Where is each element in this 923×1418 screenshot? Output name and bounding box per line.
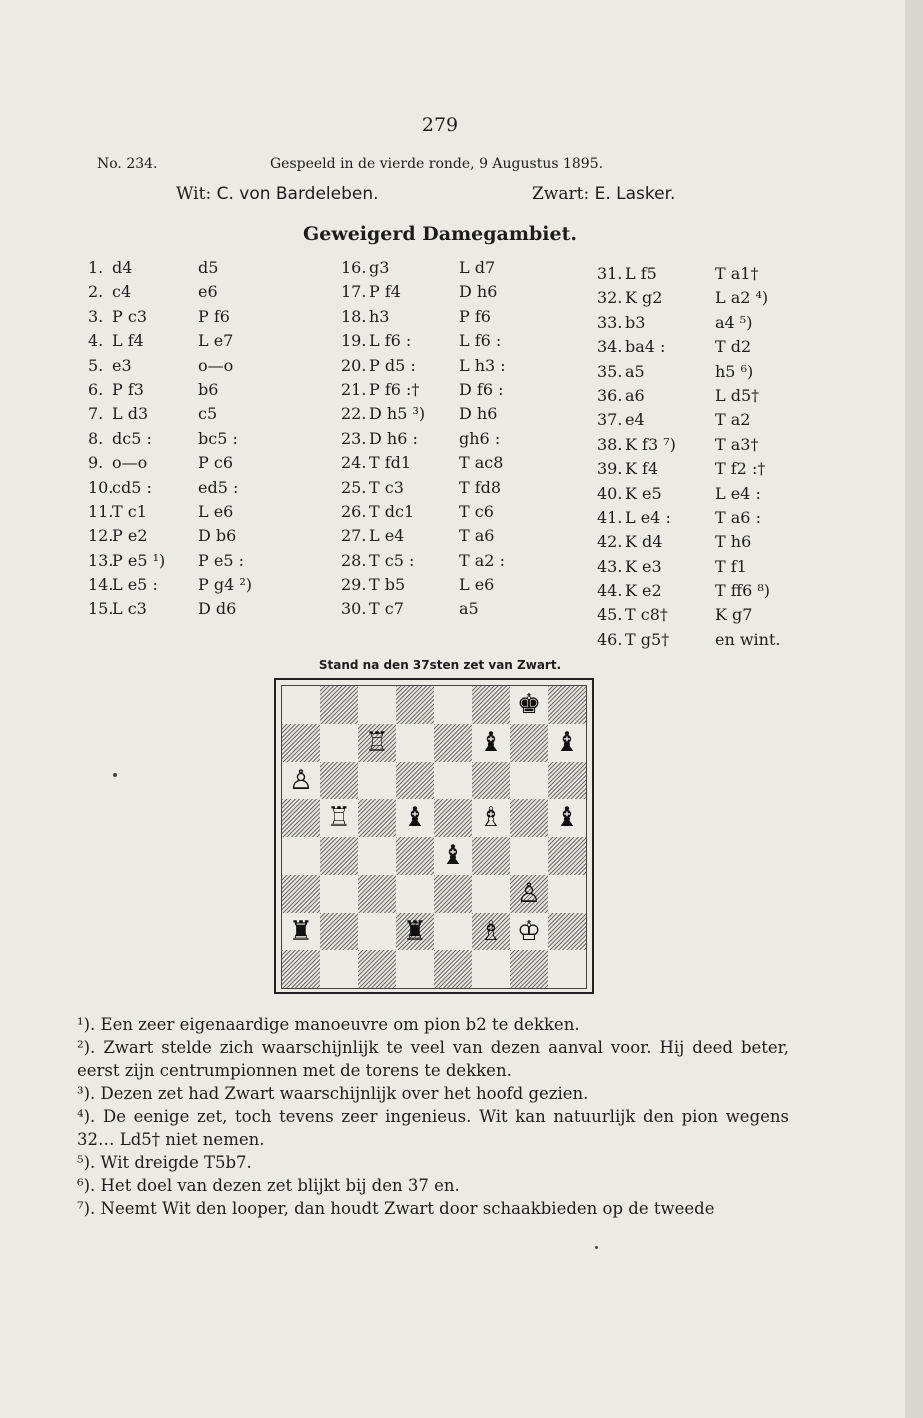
move-number: 30. bbox=[341, 599, 367, 619]
move-number: 38. bbox=[597, 434, 623, 454]
board-square bbox=[320, 837, 358, 875]
move-row bbox=[597, 286, 797, 310]
move-row bbox=[88, 280, 288, 304]
board-square bbox=[320, 762, 358, 800]
white-move: L f4 bbox=[112, 331, 144, 351]
board-square bbox=[358, 686, 396, 724]
board-square bbox=[358, 913, 396, 951]
move-number: 22. bbox=[341, 404, 367, 424]
move-row bbox=[597, 603, 797, 627]
move-number: 26. bbox=[341, 501, 367, 521]
move-number: 11. bbox=[88, 501, 114, 521]
white-move: P e2 bbox=[112, 526, 148, 546]
move-row bbox=[597, 262, 797, 286]
move-row bbox=[88, 573, 288, 597]
move-number: 13. bbox=[88, 550, 114, 570]
white-move: L c3 bbox=[112, 599, 147, 619]
white-move: a5 bbox=[625, 361, 645, 381]
black-move: a5 bbox=[459, 599, 479, 619]
board-square bbox=[472, 950, 510, 988]
board-square bbox=[358, 837, 396, 875]
game-info: Gespeeld in de vierde ronde, 9 Augustus 1895. bbox=[270, 156, 604, 172]
black-move: L h3 : bbox=[459, 355, 506, 375]
page-edge bbox=[905, 0, 923, 1418]
white-move: T c1 bbox=[112, 501, 147, 521]
white-move: P d5 : bbox=[369, 355, 416, 375]
move-row bbox=[341, 402, 541, 426]
ink-speck bbox=[595, 1246, 598, 1249]
move-number: 3. bbox=[88, 306, 104, 326]
black-move: T a3† bbox=[715, 434, 759, 454]
board-square bbox=[282, 686, 320, 724]
move-number: 36. bbox=[597, 385, 623, 405]
black-move: T a2 : bbox=[459, 550, 505, 570]
move-row bbox=[341, 476, 541, 500]
move-number: 2. bbox=[88, 282, 104, 302]
move-row bbox=[88, 256, 288, 280]
black-rook-icon: ♜ bbox=[402, 915, 428, 947]
move-number: 37. bbox=[597, 410, 623, 430]
black-name: E. Lasker. bbox=[594, 184, 676, 204]
diagram-title: Stand na den 37sten zet van Zwart. bbox=[318, 658, 562, 672]
chess-diagram bbox=[281, 685, 587, 989]
black-move: L d5† bbox=[715, 385, 760, 405]
moves-column-1 bbox=[88, 256, 288, 622]
move-number: 45. bbox=[597, 605, 623, 625]
board-square bbox=[358, 875, 396, 913]
move-row bbox=[341, 549, 541, 573]
black-move: L e6 bbox=[459, 575, 495, 595]
footnote: ²). Zwart stelde zich waarschijnlijk te veel van dezen aanval voor. Hij deed beter, eerst zijn centrumpionnen met de torens te dekken. bbox=[77, 1038, 789, 1080]
white-move: o—o bbox=[112, 453, 148, 473]
white-move: D h6 : bbox=[369, 428, 418, 448]
board-square bbox=[358, 799, 396, 837]
board-square bbox=[358, 762, 396, 800]
move-row bbox=[88, 354, 288, 378]
white-move: g3 bbox=[369, 258, 390, 277]
black-move: T ff6 ⁸) bbox=[715, 581, 771, 601]
white-move: D h5 ³) bbox=[369, 404, 426, 424]
board-square bbox=[320, 875, 358, 913]
board-square bbox=[510, 799, 548, 837]
move-number: 41. bbox=[597, 507, 623, 527]
white-move: L e4 : bbox=[625, 507, 671, 527]
board-square bbox=[396, 724, 434, 762]
moves-column-3 bbox=[597, 262, 797, 652]
white-move: P f3 bbox=[112, 379, 144, 399]
white-move: T c3 bbox=[369, 477, 404, 497]
board-square bbox=[434, 724, 472, 762]
white-move: ba4 : bbox=[625, 337, 666, 357]
white-move: a6 bbox=[625, 385, 645, 405]
board-square bbox=[548, 913, 586, 951]
move-row bbox=[88, 451, 288, 475]
footnote: ⁷). Neemt Wit den looper, dan houdt Zwart door schaakbieden op de tweede bbox=[77, 1199, 715, 1218]
board-square bbox=[434, 799, 472, 837]
board-square bbox=[434, 686, 472, 724]
black-bishop-icon: ♝ bbox=[554, 726, 580, 758]
move-number: 28. bbox=[341, 550, 367, 570]
black-king-icon: ♚ bbox=[516, 689, 542, 720]
white-pawn-icon: ♙ bbox=[516, 877, 542, 909]
footnote: ¹). Een zeer eigenaardige manoeuvre om pion b2 te dekken. bbox=[77, 1015, 580, 1034]
white-move: T dc1 bbox=[369, 501, 415, 521]
move-number: 9. bbox=[88, 453, 104, 473]
board-square bbox=[510, 724, 548, 762]
black-move: e6 bbox=[198, 282, 218, 302]
move-number: 15. bbox=[88, 599, 114, 619]
board-square bbox=[434, 875, 472, 913]
white-move: h3 bbox=[369, 306, 390, 326]
black-move: P g4 ²) bbox=[198, 575, 253, 595]
footnote: ⁴). De eenige zet, toch tevens zeer ingenieus. Wit kan natuurlijk den pion wegens 32… Ld5† niet nemen. bbox=[77, 1107, 789, 1149]
black-move: d5 bbox=[198, 258, 219, 277]
white-move: T g5† bbox=[625, 629, 670, 649]
white-pawn-icon: ♙ bbox=[288, 764, 314, 796]
move-row bbox=[88, 378, 288, 402]
move-number: 44. bbox=[597, 581, 623, 601]
board-square bbox=[396, 762, 434, 800]
move-number: 14. bbox=[88, 575, 114, 595]
move-row bbox=[341, 354, 541, 378]
move-row bbox=[341, 524, 541, 548]
white-move: L e4 bbox=[369, 526, 405, 546]
move-number: 31. bbox=[597, 264, 623, 283]
black-move: en wint. bbox=[715, 629, 781, 649]
black-move: T a6 : bbox=[715, 507, 761, 527]
white-move: c4 bbox=[112, 282, 132, 302]
black-move: P c6 bbox=[198, 453, 233, 473]
black-bishop-icon: ♝ bbox=[402, 802, 428, 834]
white-move: L d3 bbox=[112, 404, 149, 424]
white-move: P f4 bbox=[369, 282, 401, 302]
move-number: 12. bbox=[88, 526, 114, 546]
black-move: o—o bbox=[198, 355, 234, 375]
board-square bbox=[472, 875, 510, 913]
move-row bbox=[88, 329, 288, 353]
move-number: 16. bbox=[341, 258, 367, 277]
move-row bbox=[597, 311, 797, 335]
move-row bbox=[597, 482, 797, 506]
move-row bbox=[341, 329, 541, 353]
opening-title: Geweigerd Damegambiet. bbox=[303, 223, 577, 245]
move-number: 27. bbox=[341, 526, 367, 546]
page-number: 279 bbox=[421, 114, 459, 136]
black-move: D b6 bbox=[198, 526, 237, 546]
board-square bbox=[472, 686, 510, 724]
white-player bbox=[176, 184, 379, 204]
move-row bbox=[597, 457, 797, 481]
move-row bbox=[341, 280, 541, 304]
ink-speck bbox=[113, 773, 117, 777]
white-move: K d4 bbox=[625, 532, 663, 552]
move-row bbox=[88, 305, 288, 329]
black-move: L f6 : bbox=[459, 331, 502, 351]
white-bishop-icon: ♗ bbox=[478, 915, 504, 947]
black-move: T d2 bbox=[715, 337, 752, 357]
black-move: gh6 : bbox=[459, 428, 501, 448]
white-move: P c3 bbox=[112, 306, 147, 326]
move-number: 35. bbox=[597, 361, 623, 381]
move-row bbox=[341, 500, 541, 524]
move-row bbox=[597, 506, 797, 530]
board-square bbox=[472, 837, 510, 875]
move-number: 29. bbox=[341, 575, 367, 595]
move-row bbox=[341, 597, 541, 621]
move-row bbox=[88, 524, 288, 548]
move-row bbox=[88, 427, 288, 451]
white-move: e3 bbox=[112, 355, 132, 375]
black-move: T a2 bbox=[715, 410, 751, 430]
board-square bbox=[358, 950, 396, 988]
move-row bbox=[88, 597, 288, 621]
board-square bbox=[548, 762, 586, 800]
board-square bbox=[282, 724, 320, 762]
black-label: Zwart: bbox=[532, 184, 590, 204]
move-row bbox=[341, 378, 541, 402]
board-square bbox=[396, 950, 434, 988]
move-row bbox=[341, 451, 541, 475]
game-number: No. 234. bbox=[97, 156, 158, 172]
board-square bbox=[472, 762, 510, 800]
black-move: D h6 bbox=[459, 404, 498, 424]
board-square bbox=[548, 686, 586, 724]
move-row bbox=[597, 360, 797, 384]
black-move: D h6 bbox=[459, 282, 498, 302]
move-number: 34. bbox=[597, 337, 623, 357]
black-bishop-icon: ♝ bbox=[478, 726, 504, 758]
move-number: 20. bbox=[341, 355, 367, 375]
black-move: T f1 bbox=[715, 556, 747, 576]
black-move: L e4 : bbox=[715, 483, 761, 503]
move-number: 19. bbox=[341, 331, 367, 351]
footnotes bbox=[77, 1013, 789, 1220]
moves-column-2 bbox=[341, 256, 541, 622]
white-move: e4 bbox=[625, 410, 645, 430]
move-number: 6. bbox=[88, 379, 104, 399]
board-square bbox=[510, 950, 548, 988]
white-king-icon: ♔ bbox=[516, 915, 542, 947]
board-square bbox=[434, 950, 472, 988]
black-move: L e7 bbox=[198, 331, 234, 351]
black-move: T a6 bbox=[459, 526, 495, 546]
board-square bbox=[434, 913, 472, 951]
board-square bbox=[282, 950, 320, 988]
black-move: L a2 ⁴) bbox=[715, 288, 769, 308]
white-move: K e2 bbox=[625, 581, 662, 601]
board-square bbox=[282, 875, 320, 913]
board-square bbox=[510, 762, 548, 800]
move-row bbox=[88, 476, 288, 500]
move-row bbox=[341, 305, 541, 329]
move-number: 32. bbox=[597, 288, 623, 308]
board-square bbox=[548, 950, 586, 988]
move-row bbox=[341, 256, 541, 280]
move-row bbox=[597, 530, 797, 554]
white-move: cd5 : bbox=[112, 477, 152, 497]
white-move: T fd1 bbox=[369, 453, 412, 473]
board-square bbox=[282, 837, 320, 875]
move-number: 7. bbox=[88, 404, 104, 424]
move-number: 4. bbox=[88, 331, 104, 351]
black-move: bc5 : bbox=[198, 428, 238, 448]
move-number: 25. bbox=[341, 477, 367, 497]
black-move: L e6 bbox=[198, 501, 234, 521]
board-square bbox=[548, 875, 586, 913]
black-move: D f6 : bbox=[459, 379, 504, 399]
black-move: K g7 bbox=[715, 605, 753, 625]
footnote: ³). Dezen zet had Zwart waarschijnlijk over het hoofd gezien. bbox=[77, 1084, 589, 1103]
black-move: P f6 bbox=[459, 306, 491, 326]
black-bishop-icon: ♝ bbox=[554, 802, 580, 834]
white-rook-icon: ♖ bbox=[364, 726, 390, 758]
black-move: D d6 bbox=[198, 599, 237, 619]
black-player bbox=[532, 184, 675, 204]
white-rook-icon: ♖ bbox=[326, 802, 352, 834]
black-move: ed5 : bbox=[198, 477, 239, 497]
white-move: K f3 ⁷) bbox=[625, 434, 676, 454]
white-move: K e5 bbox=[625, 483, 662, 503]
move-row bbox=[597, 579, 797, 603]
board-square bbox=[548, 837, 586, 875]
board-square bbox=[396, 837, 434, 875]
white-move: b3 bbox=[625, 312, 646, 332]
black-move: P f6 bbox=[198, 306, 230, 326]
move-row bbox=[341, 427, 541, 451]
board-square bbox=[282, 799, 320, 837]
board-square bbox=[396, 875, 434, 913]
move-row bbox=[88, 549, 288, 573]
white-move: P f6 :† bbox=[369, 379, 420, 399]
white-move: T c7 bbox=[369, 599, 404, 619]
move-number: 39. bbox=[597, 459, 623, 479]
white-move: T b5 bbox=[369, 575, 406, 595]
move-number: 23. bbox=[341, 428, 367, 448]
move-number: 33. bbox=[597, 312, 623, 332]
move-number: 43. bbox=[597, 556, 623, 576]
white-move: K f4 bbox=[625, 459, 659, 479]
board-square bbox=[434, 762, 472, 800]
white-move: L f6 : bbox=[369, 331, 412, 351]
black-move: T ac8 bbox=[459, 453, 504, 473]
black-move: a4 ⁵) bbox=[715, 312, 753, 332]
board-square bbox=[320, 913, 358, 951]
move-row bbox=[88, 402, 288, 426]
white-move: P e5 ¹) bbox=[112, 550, 166, 570]
black-move: T fd8 bbox=[459, 477, 502, 497]
move-row bbox=[597, 384, 797, 408]
move-number: 5. bbox=[88, 355, 104, 375]
black-move: T a1† bbox=[715, 264, 759, 283]
move-row bbox=[88, 500, 288, 524]
black-move: h5 ⁶) bbox=[715, 361, 754, 381]
white-move: L f5 bbox=[625, 264, 657, 283]
move-row bbox=[597, 628, 797, 652]
move-number: 46. bbox=[597, 629, 623, 649]
move-row bbox=[597, 433, 797, 457]
white-move: T c8† bbox=[625, 605, 668, 625]
move-number: 17. bbox=[341, 282, 367, 302]
move-number: 40. bbox=[597, 483, 623, 503]
move-row bbox=[597, 335, 797, 359]
footnote: ⁵). Wit dreigde T5b7. bbox=[77, 1153, 252, 1172]
black-move: P e5 : bbox=[198, 550, 244, 570]
move-number: 21. bbox=[341, 379, 367, 399]
white-move: T c5 : bbox=[369, 550, 415, 570]
board-square bbox=[396, 686, 434, 724]
move-number: 10. bbox=[88, 477, 114, 497]
white-bishop-icon: ♗ bbox=[478, 802, 504, 834]
board-square bbox=[510, 837, 548, 875]
black-bishop-icon: ♝ bbox=[440, 840, 466, 871]
black-move: T c6 bbox=[459, 501, 494, 521]
black-move: T h6 bbox=[715, 532, 752, 552]
move-number: 24. bbox=[341, 453, 367, 473]
board-square bbox=[320, 950, 358, 988]
move-row bbox=[597, 408, 797, 432]
white-label: Wit: bbox=[176, 184, 212, 204]
footnote: ⁶). Het doel van dezen zet blijkt bij den 37 en. bbox=[77, 1176, 460, 1195]
white-move: K e3 bbox=[625, 556, 662, 576]
black-move: b6 bbox=[198, 379, 219, 399]
board-square bbox=[320, 686, 358, 724]
black-move: L d7 bbox=[459, 258, 496, 277]
black-move: T f2 :† bbox=[715, 459, 766, 479]
move-number: 1. bbox=[88, 258, 104, 277]
move-number: 18. bbox=[341, 306, 367, 326]
move-row bbox=[341, 573, 541, 597]
white-name: C. von Bardeleben. bbox=[216, 184, 379, 204]
move-row bbox=[597, 555, 797, 579]
white-move: dc5 : bbox=[112, 428, 152, 448]
move-number: 42. bbox=[597, 532, 623, 552]
white-move: K g2 bbox=[625, 288, 663, 308]
move-number: 8. bbox=[88, 428, 104, 448]
black-rook-icon: ♜ bbox=[288, 915, 314, 947]
white-move: d4 bbox=[112, 258, 133, 277]
board-square bbox=[320, 724, 358, 762]
black-move: c5 bbox=[198, 404, 218, 424]
white-move: L e5 : bbox=[112, 575, 158, 595]
